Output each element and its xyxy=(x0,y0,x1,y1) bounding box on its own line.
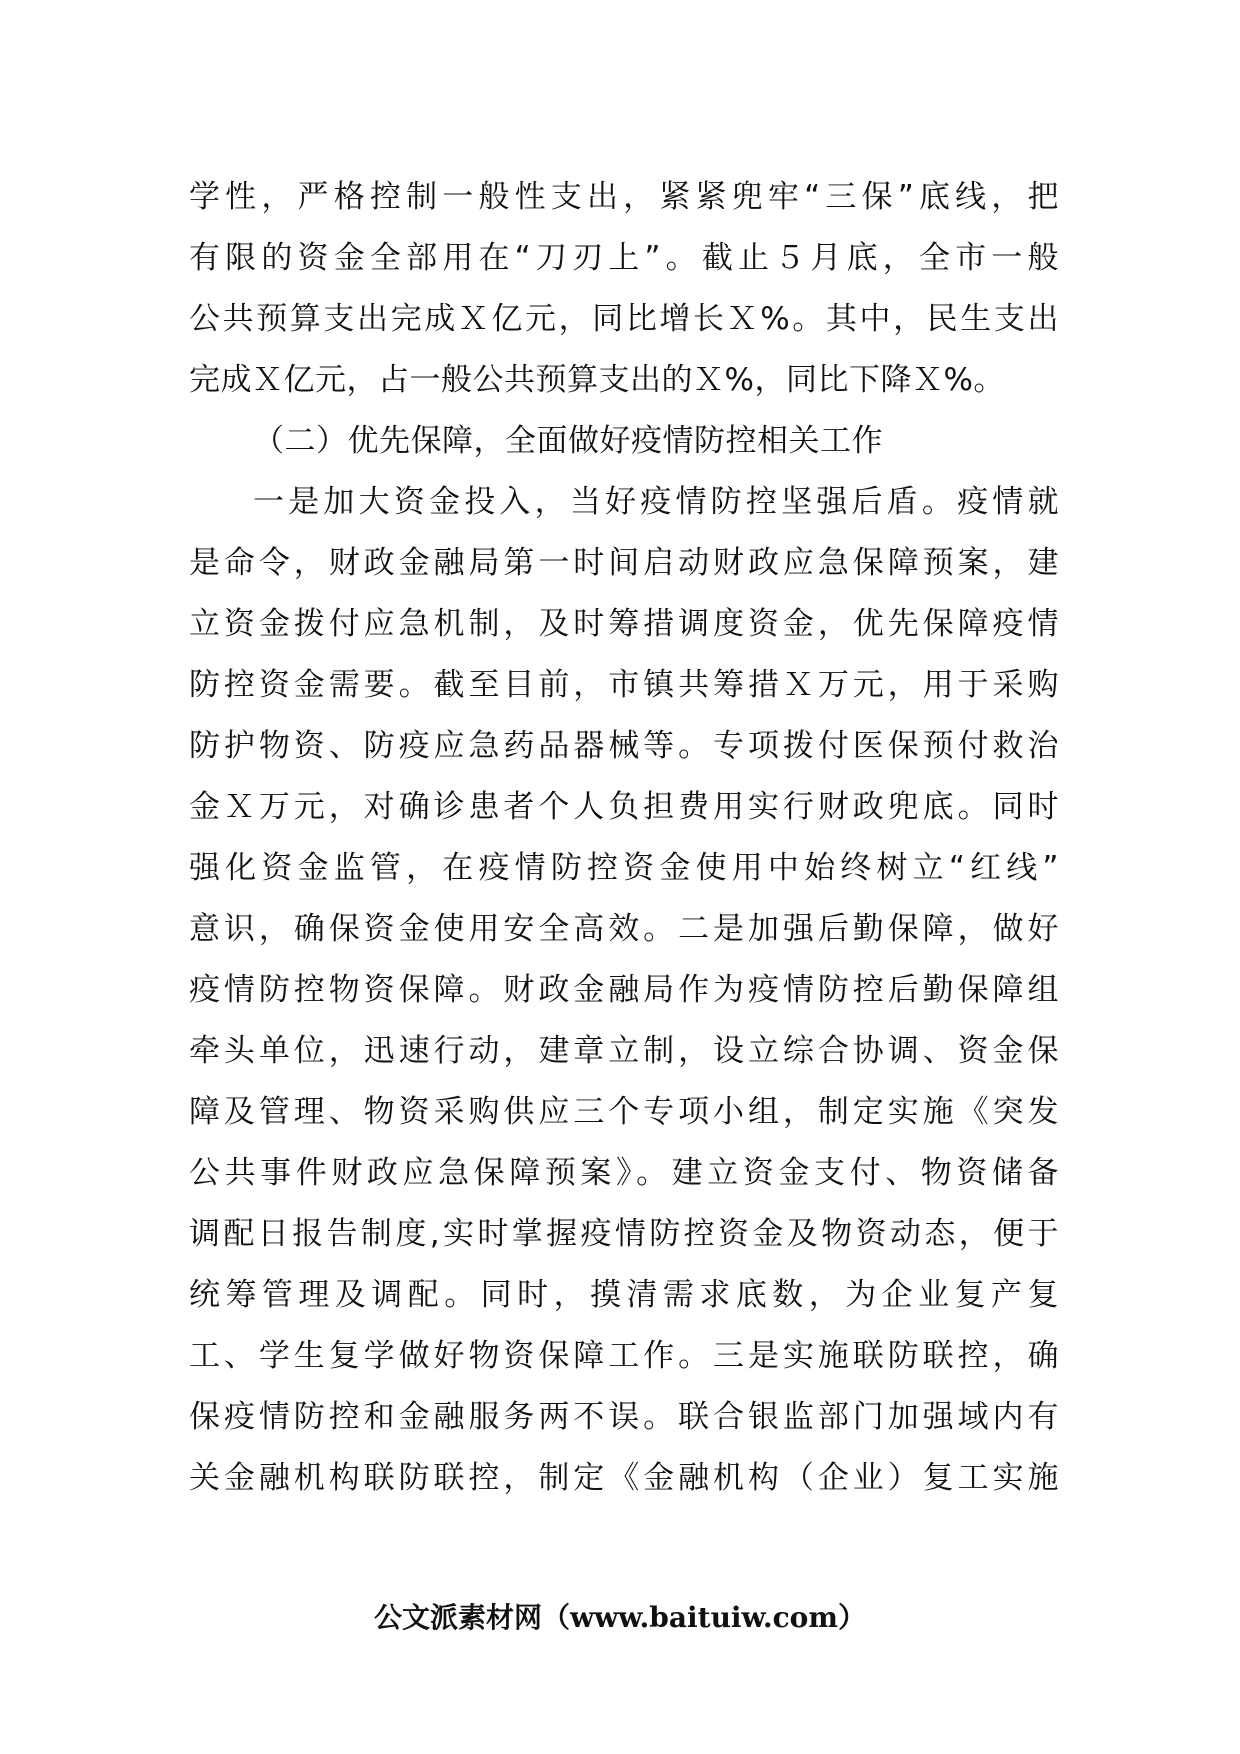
body-text-line: 有限的资金全部用在“刀刃上”。截止５月底，全市一般 xyxy=(189,240,1059,276)
body-text-line: 公共预算支出完成Ｘ亿元，同比增长Ｘ%。其中，民生支出 xyxy=(189,301,1059,337)
body-text-line: 学性，严格控制一般性支出，紧紧兜牢“三保”底线，把 xyxy=(189,179,1059,215)
body-text-line: 统筹管理及调配。同时，摸清需求底数，为企业复产复 xyxy=(189,1277,1059,1313)
body-text-line: 是命令，财政金融局第一时间启动财政应急保障预案，建 xyxy=(189,545,1059,581)
body-text-line: 调配日报告制度,实时掌握疫情防控资金及物资动态，便于 xyxy=(189,1216,1059,1252)
body-text-line: 疫情防控物资保障。财政金融局作为疫情防控后勤保障组 xyxy=(189,972,1059,1008)
body-text-line: 金Ｘ万元，对确诊患者个人负担费用实行财政兜底。同时 xyxy=(189,789,1059,825)
body-text-line: 强化资金监管，在疫情防控资金使用中始终树立“红线” xyxy=(189,850,1059,886)
body-text-line: 牵头单位，迅速行动，建章立制，设立综合协调、资金保 xyxy=(189,1033,1059,1069)
footer-watermark: 公文派素材网（www.baituiw.com） xyxy=(374,1601,866,1634)
body-text-line: 保疫情防控和金融服务两不误。联合银监部门加强域内有 xyxy=(189,1399,1059,1435)
paragraph-first-line: 一是加大资金投入，当好疫情防控坚强后盾。疫情就 xyxy=(253,484,1059,520)
body-text-line: 完成Ｘ亿元，占一般公共预算支出的Ｘ%，同比下降Ｘ%。 xyxy=(189,362,1005,398)
body-text-line: 公共事件财政应急保障预案》。建立资金支付、物资储备 xyxy=(189,1155,1059,1191)
body-text-line: 关金融机构联防联控，制定《金融机构（企业）复工实施 xyxy=(189,1460,1059,1496)
body-text-line: 立资金拨付应急机制，及时筹措调度资金，优先保障疫情 xyxy=(189,606,1059,642)
body-text-line: 工、学生复学做好物资保障工作。三是实施联防联控，确 xyxy=(189,1338,1059,1374)
body-text-line: 意识，确保资金使用安全高效。二是加强后勤保障，做好 xyxy=(189,911,1059,947)
body-text-line: 防控资金需要。截至目前，市镇共筹措Ｘ万元，用于采购 xyxy=(189,667,1059,703)
section-heading: （二）优先保障，全面做好疫情防控相关工作 xyxy=(253,423,883,459)
body-text-line: 障及管理、物资采购供应三个专项小组，制定实施《突发 xyxy=(189,1094,1059,1130)
body-text-line: 防护物资、防疫应急药品器械等。专项拨付医保预付救治 xyxy=(189,728,1059,764)
